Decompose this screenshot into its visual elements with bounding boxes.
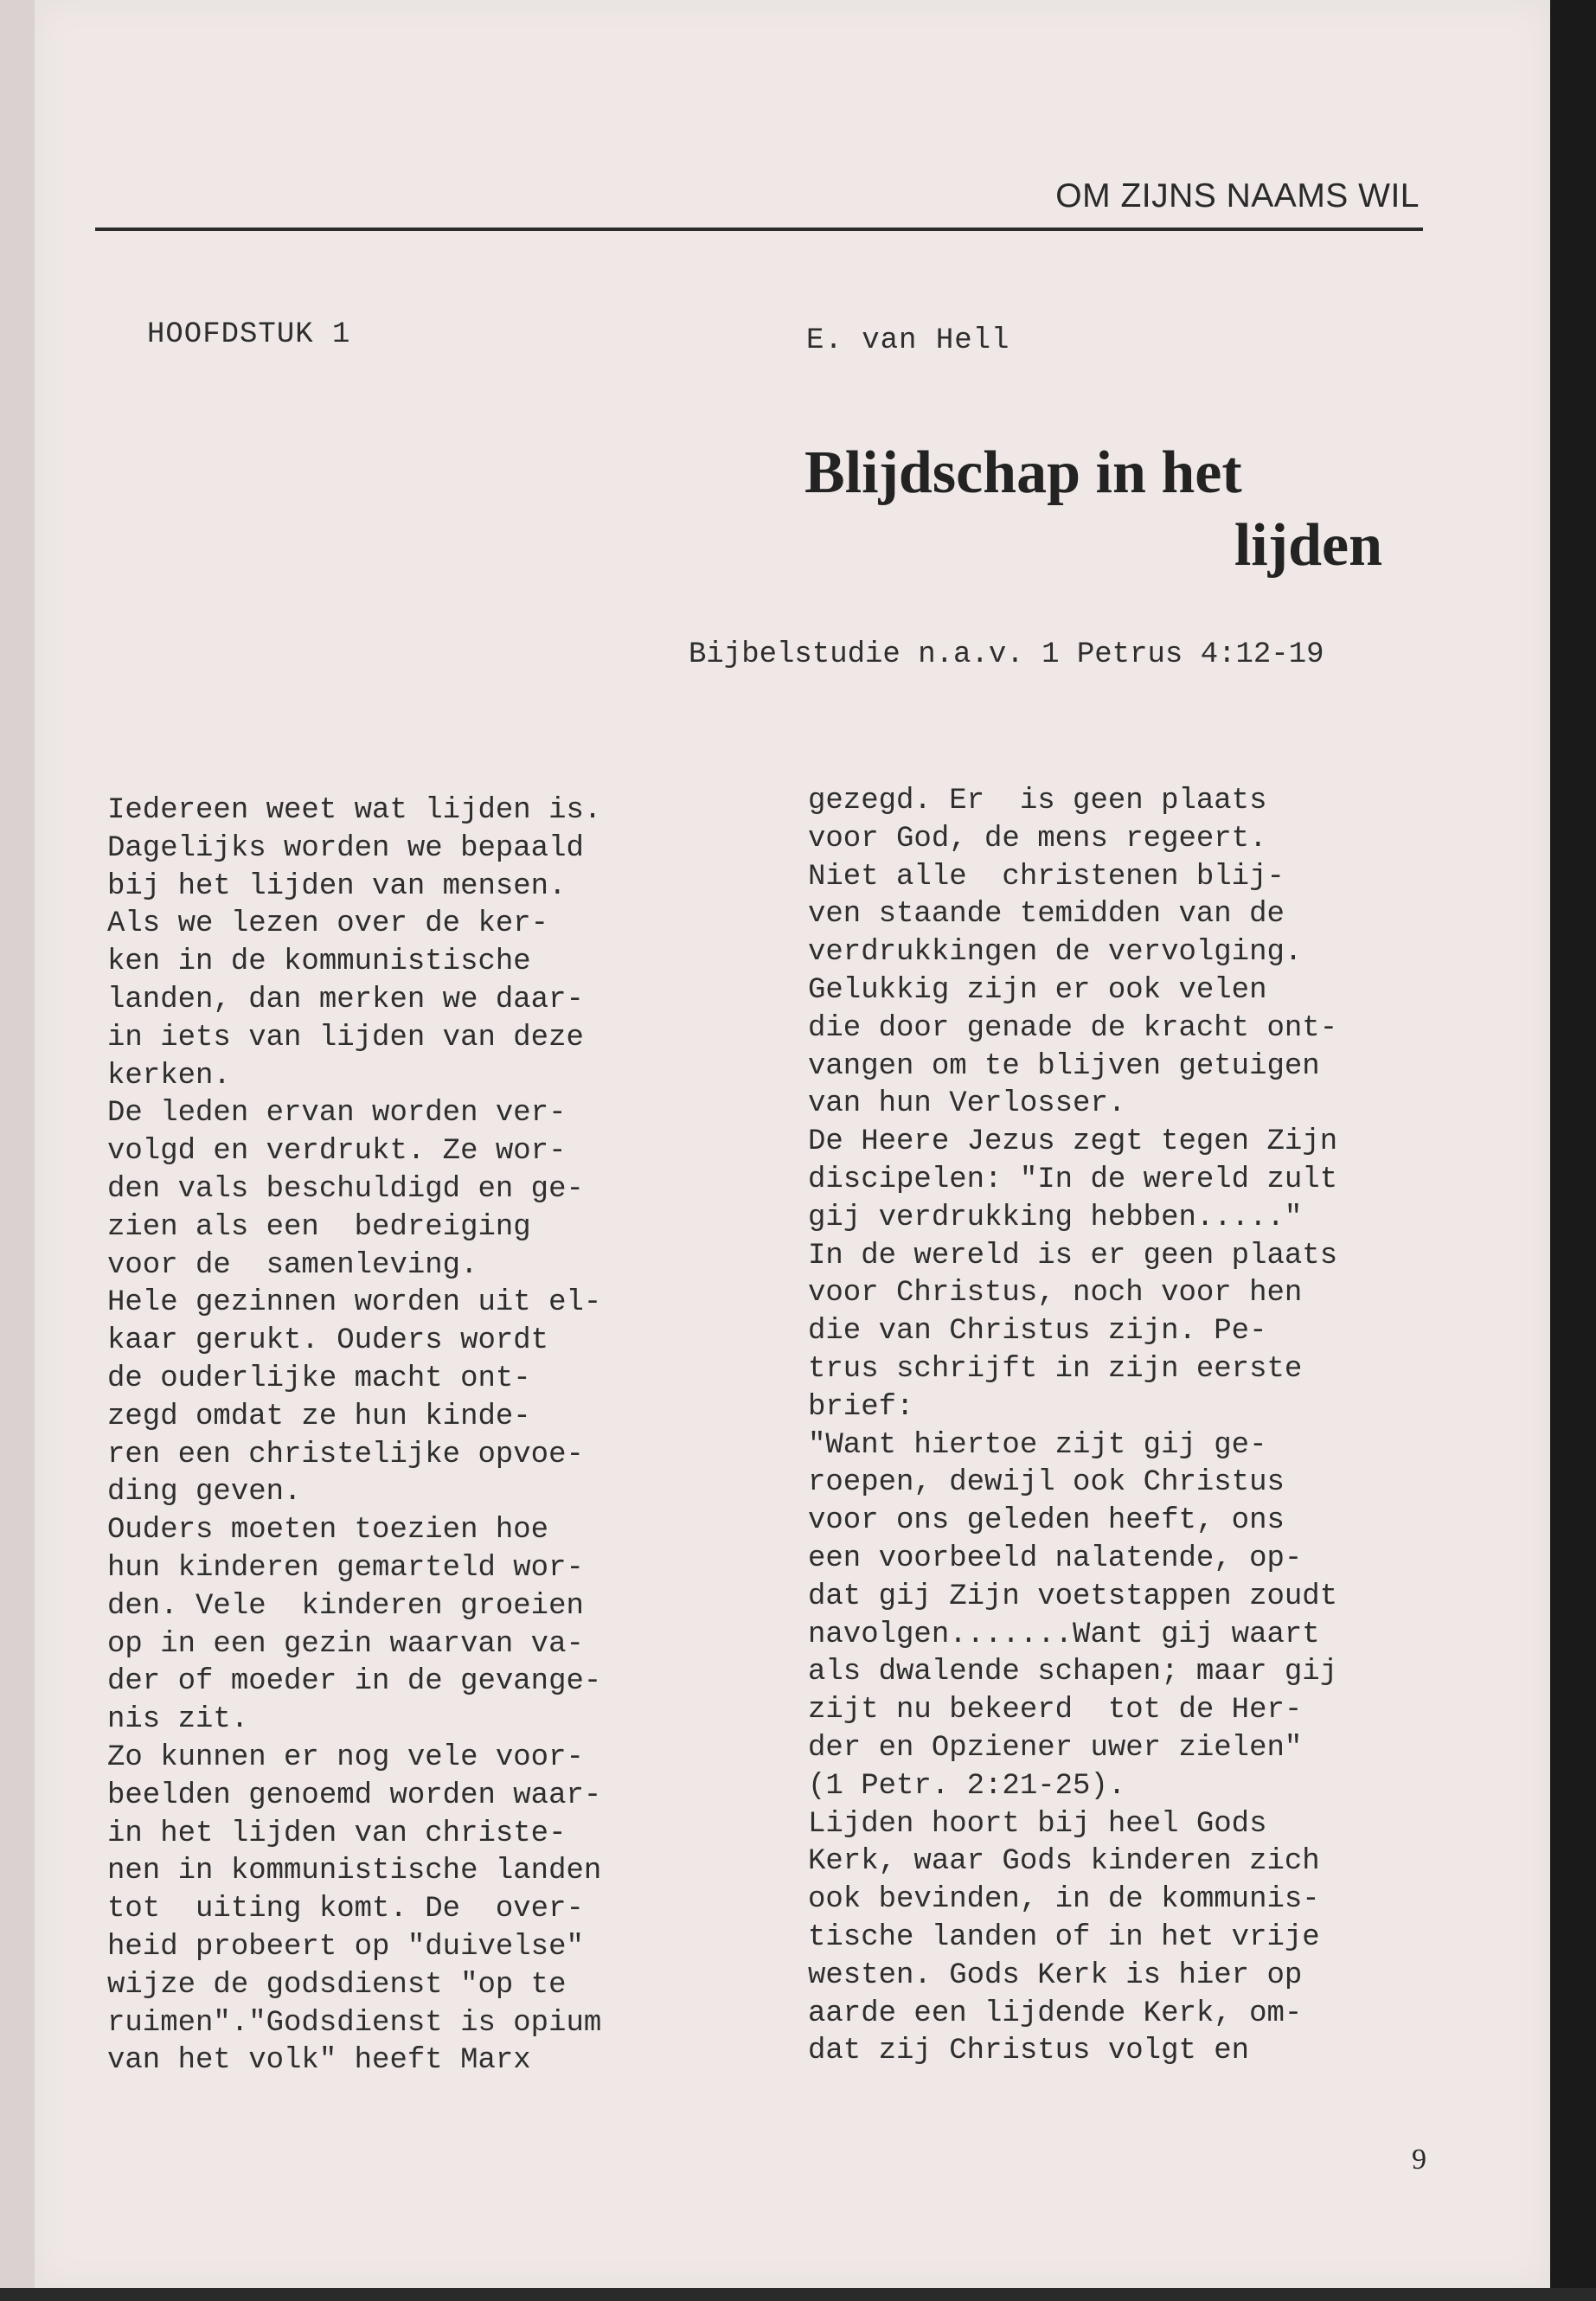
text-line: Gelukkig zijn er ook velen (808, 973, 1267, 1007)
text-line: in iets van lijden van deze (107, 1021, 584, 1054)
page-number: 9 (1412, 2144, 1426, 2176)
text-line: vangen om te blijven getuigen (808, 1049, 1320, 1083)
text-line: volgd en verdrukt. Ze wor- (107, 1135, 567, 1169)
text-line: Zo kunnen er nog vele voor- (107, 1740, 584, 1774)
text-line: nen in kommunistische landen (107, 1855, 602, 1888)
text-line: brief: (808, 1390, 914, 1424)
text-line: ruimen"."Godsdienst is opium (107, 2006, 602, 2040)
scan-bottom-border (0, 2288, 1596, 2301)
text-line: kaar gerukt. Ouders wordt (107, 1324, 549, 1358)
text-line: dat gij Zijn voetstappen zoudt (808, 1580, 1338, 1613)
text-line: der en Opziener uwer zielen" (808, 1731, 1303, 1765)
text-line: ook bevinden, in de kommunis- (808, 1883, 1320, 1917)
text-line: Ouders moeten toezien hoe (107, 1514, 549, 1548)
body-column-right (808, 783, 1337, 2071)
scan-left-margin (0, 0, 35, 2301)
text-line: voor God, de mens regeert. (808, 822, 1267, 856)
text-line: voor ons geleden heeft, ons (808, 1504, 1285, 1538)
text-line: voor Christus, noch voor hen (808, 1277, 1303, 1311)
text-line: ken in de kommunistische (107, 945, 531, 979)
text-line: trus schrijft in zijn eerste (808, 1352, 1303, 1386)
text-line: hun kinderen gemarteld wor- (107, 1551, 584, 1585)
text-line: aarde een lijdende Kerk, om- (808, 1997, 1303, 2030)
text-line: den vals beschuldigd en ge- (107, 1172, 584, 1206)
text-line: nis zit. (107, 1703, 249, 1737)
text-line: ven staande temidden van de (808, 898, 1285, 932)
text-line: der of moeder in de gevange- (107, 1665, 602, 1699)
text-line: Iedereen weet wat lijden is. (107, 794, 602, 827)
author-name: E. van Hell (806, 324, 1010, 357)
text-line: Lijden hoort bij heel Gods (808, 1807, 1267, 1841)
text-line: westen. Gods Kerk is hier op (808, 1958, 1303, 1992)
text-line: (1 Petr. 2:21-25). (808, 1769, 1126, 1803)
title-line-2: lijden (1234, 512, 1382, 579)
text-line: Hele gezinnen worden uit el- (107, 1286, 602, 1320)
text-line: landen, dan merken we daar- (107, 983, 584, 1016)
header-rule (95, 228, 1423, 231)
text-line: op in een gezin waarvan va- (107, 1627, 584, 1661)
text-line: Dagelijks worden we bepaald (107, 831, 584, 865)
text-line: bij het lijden van mensen. (107, 869, 567, 903)
text-line: beelden genoemd worden waar- (107, 1779, 602, 1812)
text-line: zien als een bedreiging (107, 1210, 531, 1244)
text-line: gij verdrukking hebben....." (808, 1201, 1303, 1234)
text-line: voor de samenleving. (107, 1248, 478, 1282)
text-line: "Want hiertoe zijt gij ge- (808, 1428, 1267, 1462)
text-line: de ouderlijke macht ont- (107, 1362, 531, 1395)
title-line-1: Blijdschap in het (804, 439, 1242, 506)
text-line: tische landen of in het vrije (808, 1920, 1320, 1954)
text-line: De leden ervan worden ver- (107, 1097, 567, 1131)
text-line: den. Vele kinderen groeien (107, 1589, 584, 1623)
text-line: van hun Verlosser. (808, 1087, 1126, 1121)
text-line: een voorbeeld nalatende, op- (808, 1541, 1303, 1575)
text-line: Als we lezen over de ker- (107, 907, 549, 941)
article-subtitle: Bijbelstudie n.a.v. 1 Petrus 4:12-19 (689, 638, 1324, 671)
text-line: in het lijden van christe- (107, 1817, 567, 1850)
text-line: gezegd. Er is geen plaats (808, 785, 1267, 817)
text-line: navolgen.......Want gij waart (808, 1618, 1320, 1651)
text-line: ding geven. (107, 1476, 302, 1509)
text-line: kerken. (107, 1059, 231, 1093)
chapter-label: HOOFDSTUK 1 (147, 318, 351, 351)
body-column-left (107, 792, 601, 2080)
text-line: wijze de godsdienst "op te (107, 1968, 567, 2002)
text-line: zegd omdat ze hun kinde- (107, 1400, 531, 1433)
text-line: zijt nu bekeerd tot de Her- (808, 1694, 1303, 1727)
text-line: ren een christelijke opvoe- (107, 1438, 584, 1471)
text-line: die door genade de kracht ont- (808, 1011, 1338, 1045)
text-line: Kerk, waar Gods kinderen zich (808, 1845, 1320, 1879)
text-line: dat zij Christus volgt en (808, 2035, 1250, 2068)
text-line: discipelen: "In de wereld zult (808, 1163, 1338, 1196)
text-line: als dwalende schapen; maar gij (808, 1656, 1338, 1689)
text-line: Niet alle christenen blij- (808, 860, 1285, 894)
text-line: tot uiting komt. De over- (107, 1893, 584, 1926)
scan-right-border (1550, 0, 1596, 2301)
running-head: OM ZIJNS NAAMS WIL (1055, 177, 1420, 215)
text-line: In de wereld is er geen plaats (808, 1239, 1338, 1272)
text-line: verdrukkingen de vervolging. (808, 936, 1303, 970)
text-line: heid probeert op "duivelse" (107, 1930, 584, 1964)
article-title (804, 437, 1382, 582)
text-line: roepen, dewijl ook Christus (808, 1466, 1285, 1500)
text-line: van het volk" heeft Marx (107, 2044, 531, 2078)
text-line: die van Christus zijn. Pe- (808, 1315, 1267, 1349)
text-line: De Heere Jezus zegt tegen Zijn (808, 1125, 1338, 1159)
